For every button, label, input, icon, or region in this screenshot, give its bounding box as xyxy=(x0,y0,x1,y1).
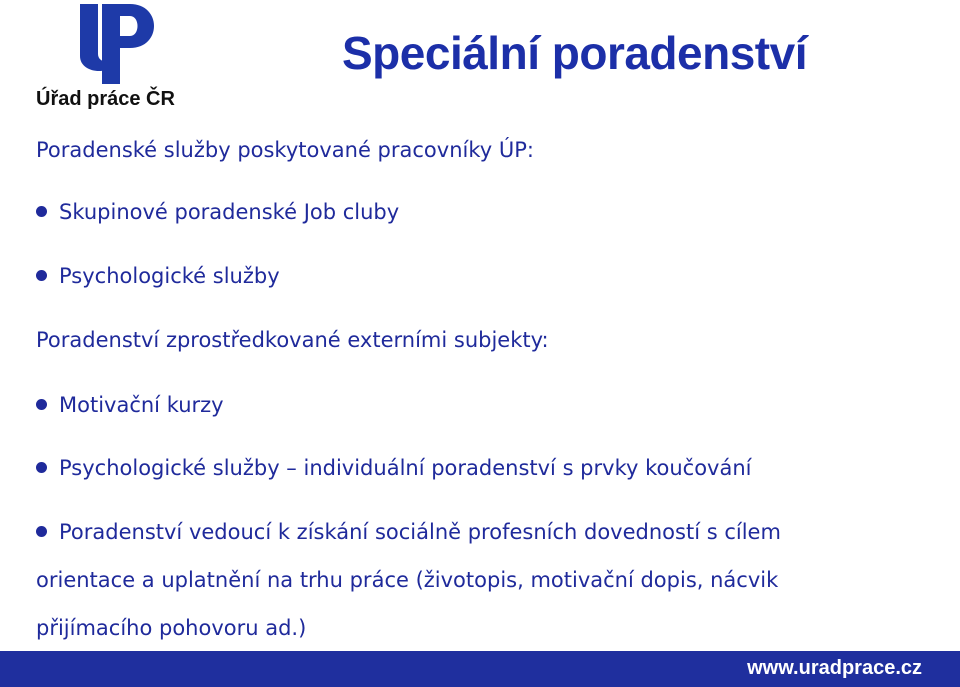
list-item-text: Psychologické služby – individuální poradenství s prvky koučování xyxy=(59,456,752,480)
heading-text: Poradenské služby poskytované pracovníky ÚP: xyxy=(36,138,534,162)
bullet-icon xyxy=(36,526,47,537)
section-heading-external xyxy=(36,328,549,352)
bullet-icon xyxy=(36,462,47,473)
list-item-text: přijímacího pohovoru ad.) xyxy=(36,616,307,640)
list-item-text: Motivační kurzy xyxy=(59,393,224,417)
up-logo-icon xyxy=(80,4,156,84)
list-item xyxy=(36,393,224,417)
list-item xyxy=(36,456,752,480)
list-item-continuation xyxy=(36,616,306,640)
bullet-icon xyxy=(36,399,47,410)
bullet-icon xyxy=(36,206,47,217)
list-item-continuation xyxy=(36,568,778,592)
page-title: Speciální poradenství xyxy=(342,27,807,79)
list-item-text: Skupinové poradenské Job cluby xyxy=(59,200,400,224)
brand-logo xyxy=(36,4,196,108)
list-item-text: Psychologické služby xyxy=(59,264,280,288)
list-item xyxy=(36,264,280,288)
footer-bar xyxy=(0,651,960,687)
bullet-icon xyxy=(36,270,47,281)
list-item-text: orientace a uplatnění na trhu práce (životopis, motivační dopis, nácvik xyxy=(36,568,779,592)
list-item xyxy=(36,520,781,544)
list-item xyxy=(36,200,399,224)
heading-text: Poradenství zprostředkované externími subjekty: xyxy=(36,328,549,352)
brand-name: Úřad práce ČR xyxy=(36,88,175,110)
footer-url[interactable]: www.uradprace.cz xyxy=(747,657,922,679)
list-item-text: Poradenství vedoucí k získání sociálně profesních dovedností s cílem xyxy=(59,520,781,544)
section-heading-in-house xyxy=(36,138,534,162)
